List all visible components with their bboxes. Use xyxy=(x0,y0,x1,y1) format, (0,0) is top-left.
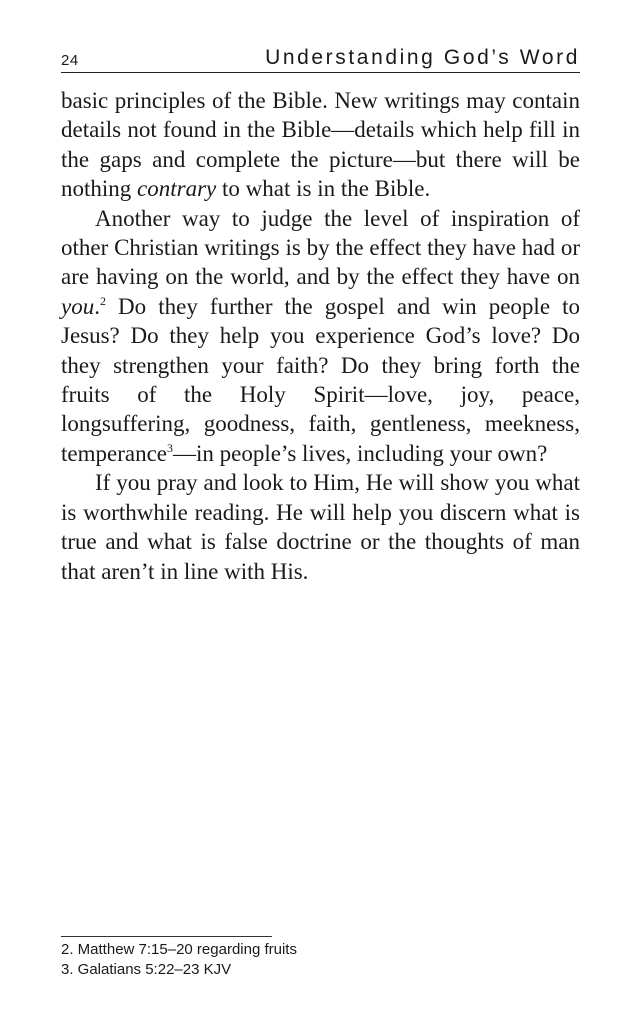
paragraph-1-text-b: to what is in the Bible. xyxy=(216,176,431,202)
footnote-3: 3. Galatians 5:22–23 KJV xyxy=(61,961,232,978)
paragraph-1 xyxy=(61,86,580,204)
paragraph-2 xyxy=(61,204,580,469)
footnotes xyxy=(61,940,297,980)
running-header xyxy=(61,44,580,73)
paragraph-1-text-a: basic principles of the Bible. New writings may contain details not found in the Bible—details which help fill in the gaps and complete the picture—but there will be nothing xyxy=(61,88,580,202)
emphasis-you: you xyxy=(61,293,95,319)
paragraph-3: If you pray and look to Him, He will show you what is worthwhile reading. He will help you discern what is true and what is false doctrine or the thoughts of man that aren’t in line with His. xyxy=(61,470,580,584)
footnote-ref-3[interactable]: 3 xyxy=(166,440,173,455)
paragraph-2-text-b: . xyxy=(94,293,100,319)
footnote-ref-2[interactable]: 2 xyxy=(99,293,106,308)
body-text xyxy=(61,86,580,586)
paragraph-2-text-c: Do they further the gospel and win people to Jesus? Do they help you experience God’s love? Do they strengthen your faith? Do they bring forth the fruits of the Holy Spirit—love, joy, peace, longsuffering, goodness, faith, gentleness, meekness, temperance xyxy=(61,293,580,466)
paragraph-2-text-a: Another way to judge the level of inspiration of other Christian writings is by the effect they have had or are having on the world, and by the effect they have on xyxy=(61,205,580,290)
page-number: 24 xyxy=(61,52,79,69)
emphasis-contrary: contrary xyxy=(137,176,217,202)
running-title: Understanding God’s Word xyxy=(265,46,580,69)
paragraph-2-text-d: —in people’s lives, including your own? xyxy=(172,440,548,466)
footnote-2: 2. Matthew 7:15–20 regarding fruits xyxy=(61,941,297,958)
footnote-divider xyxy=(61,936,272,937)
